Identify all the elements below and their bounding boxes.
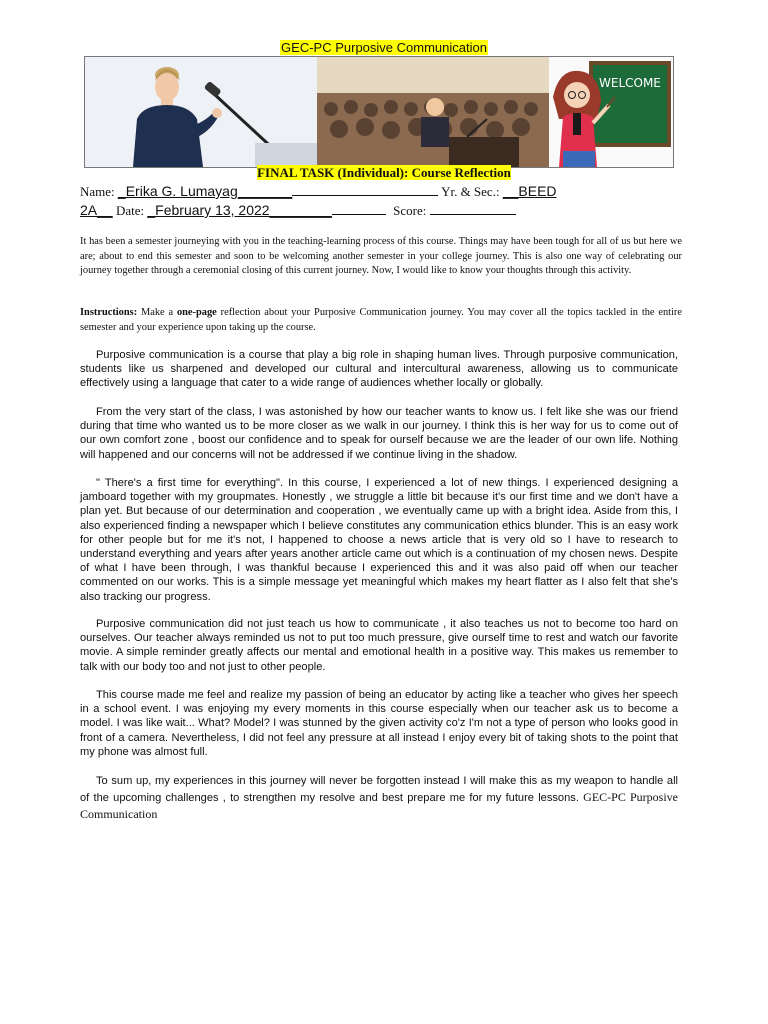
chalkboard-welcome: WELCOME bbox=[599, 76, 661, 90]
speaker-photo bbox=[85, 57, 317, 167]
reflection-paragraph-2: From the very start of the class, I was astonished by how our teacher wants to know us. I felt like she was our friend during that time who wanted us to be more closer as we walk in our journey. I think this is her way for us to come out of our own comfort zone , boost our confidence and to speak for ourself because we are the leader of our own life. Nothing will happened and our concerns will not be addressed if we continue living in the shadow. bbox=[80, 406, 678, 461]
header-banner bbox=[84, 56, 674, 168]
one-page-emphasis: one-page bbox=[176, 307, 217, 318]
section-field[interactable]: 2A__ bbox=[80, 202, 113, 218]
name-field[interactable]: _Erika G. Lumayag_______ bbox=[117, 183, 293, 199]
form-line-date bbox=[80, 202, 516, 219]
reflection-paragraph-6: To sum up, my experiences in this journey will never be forgotten instead I will make this as my weapon to handle all of the upcoming challenges , to strengthen my resolve and best prepare me for my future lessons. GEC-PC Purposive Communication bbox=[80, 775, 678, 821]
name-label: Name: bbox=[80, 184, 115, 199]
teacher-cartoon bbox=[549, 57, 673, 167]
audience-photo bbox=[317, 57, 549, 167]
reflection-paragraph-3: " There's a first time for everything". In this course, I experienced a lot of new things. I experienced designing a jamboard together with my groupmates. Honestly , we struggle a little bit because it's our first time and we don't have a plan yet. But because of our determination and cooperation , we eventually came up with a bright idea. Aside from this, I also experienced finding a newspaper which I believe constitutes any communication ethics blunder. This is an easy work for other people but for me it's not, I happened to choose a news article that is very old so I have to research to understand everything and years after years another article came out which is a continuation of my chosen news. Despite of what I have been through, I was thankful because I experienced this and it was also paid off when our teacher commented on our works. This is a simple message yet meaningful which makes my heart flatter as I also felt that she's also tracking our progress. bbox=[80, 477, 678, 603]
closing-course-name: GEC-PC Purposive Communication bbox=[80, 790, 678, 821]
form-line-name bbox=[80, 183, 557, 200]
instructions-label: Instructions: bbox=[80, 307, 138, 318]
reflection-paragraph-5: This course made me feel and realize my passion of being an educator by acting like a teacher who gives her speech in a school event. I was enjoying my every moments in this course especially when our teacher ask us to become a model. I was like wait... What? Model? I was stunned by the given activity co'z I'm not a type of person who looks good in front of a camera. Nevertheless, I did not feel any pressure at all instead I enjoy every bit of taking shots to the point that my phone was almost full. bbox=[80, 689, 678, 758]
reflection-paragraph-4: Purposive communication did not just teach us how to communicate , it also teaches us not to become too hard on ourselves. Our teacher always reminded us not to put too much pressure, give ourself time to rest and watch our favorite movie. A simple reminder greatly affects our mental and emotional health in a positive way. This makes us remember to talk with our body too and not just to other people. bbox=[80, 618, 678, 673]
score-field[interactable] bbox=[430, 203, 516, 215]
yr-sec-field[interactable]: __BEED bbox=[502, 183, 557, 199]
final-task-heading: FINAL TASK (Individual): Course Reflection bbox=[257, 165, 511, 180]
course-title: GEC-PC Purposive Communication bbox=[281, 40, 487, 55]
date-field[interactable]: _February 13, 2022________ bbox=[147, 202, 332, 218]
score-label: Score: bbox=[393, 203, 427, 218]
date-label: Date: bbox=[115, 203, 145, 218]
instructions-paragraph: Instructions: Make a one-page reflection about your Purposive Communication journey. You may cover all the topics tackled in the entire semester and your experience upon taking up the course. bbox=[80, 307, 682, 333]
intro-paragraph: It has been a semester journeying with you in the teaching-learning process of this course. Things may have been tough for all of us but here we are; about to end this semester and soon to be welcoming another semester in your college journey. This is also one way of celebrating our journey together through a ceremonial closing of this current journey. Now, I would like to know your thoughts through this activity. bbox=[80, 236, 682, 277]
yr-sec-label: Yr. & Sec.: bbox=[441, 184, 500, 199]
reflection-paragraph-1: Purposive communication is a course that play a big role in shaping human lives. Through purposive communication, students like us sharpened and developed our cultural and intercultural awareness, allowing us to communicate effectively using a language that cater to a wide range of audiences whether locally or globally. bbox=[80, 349, 678, 390]
